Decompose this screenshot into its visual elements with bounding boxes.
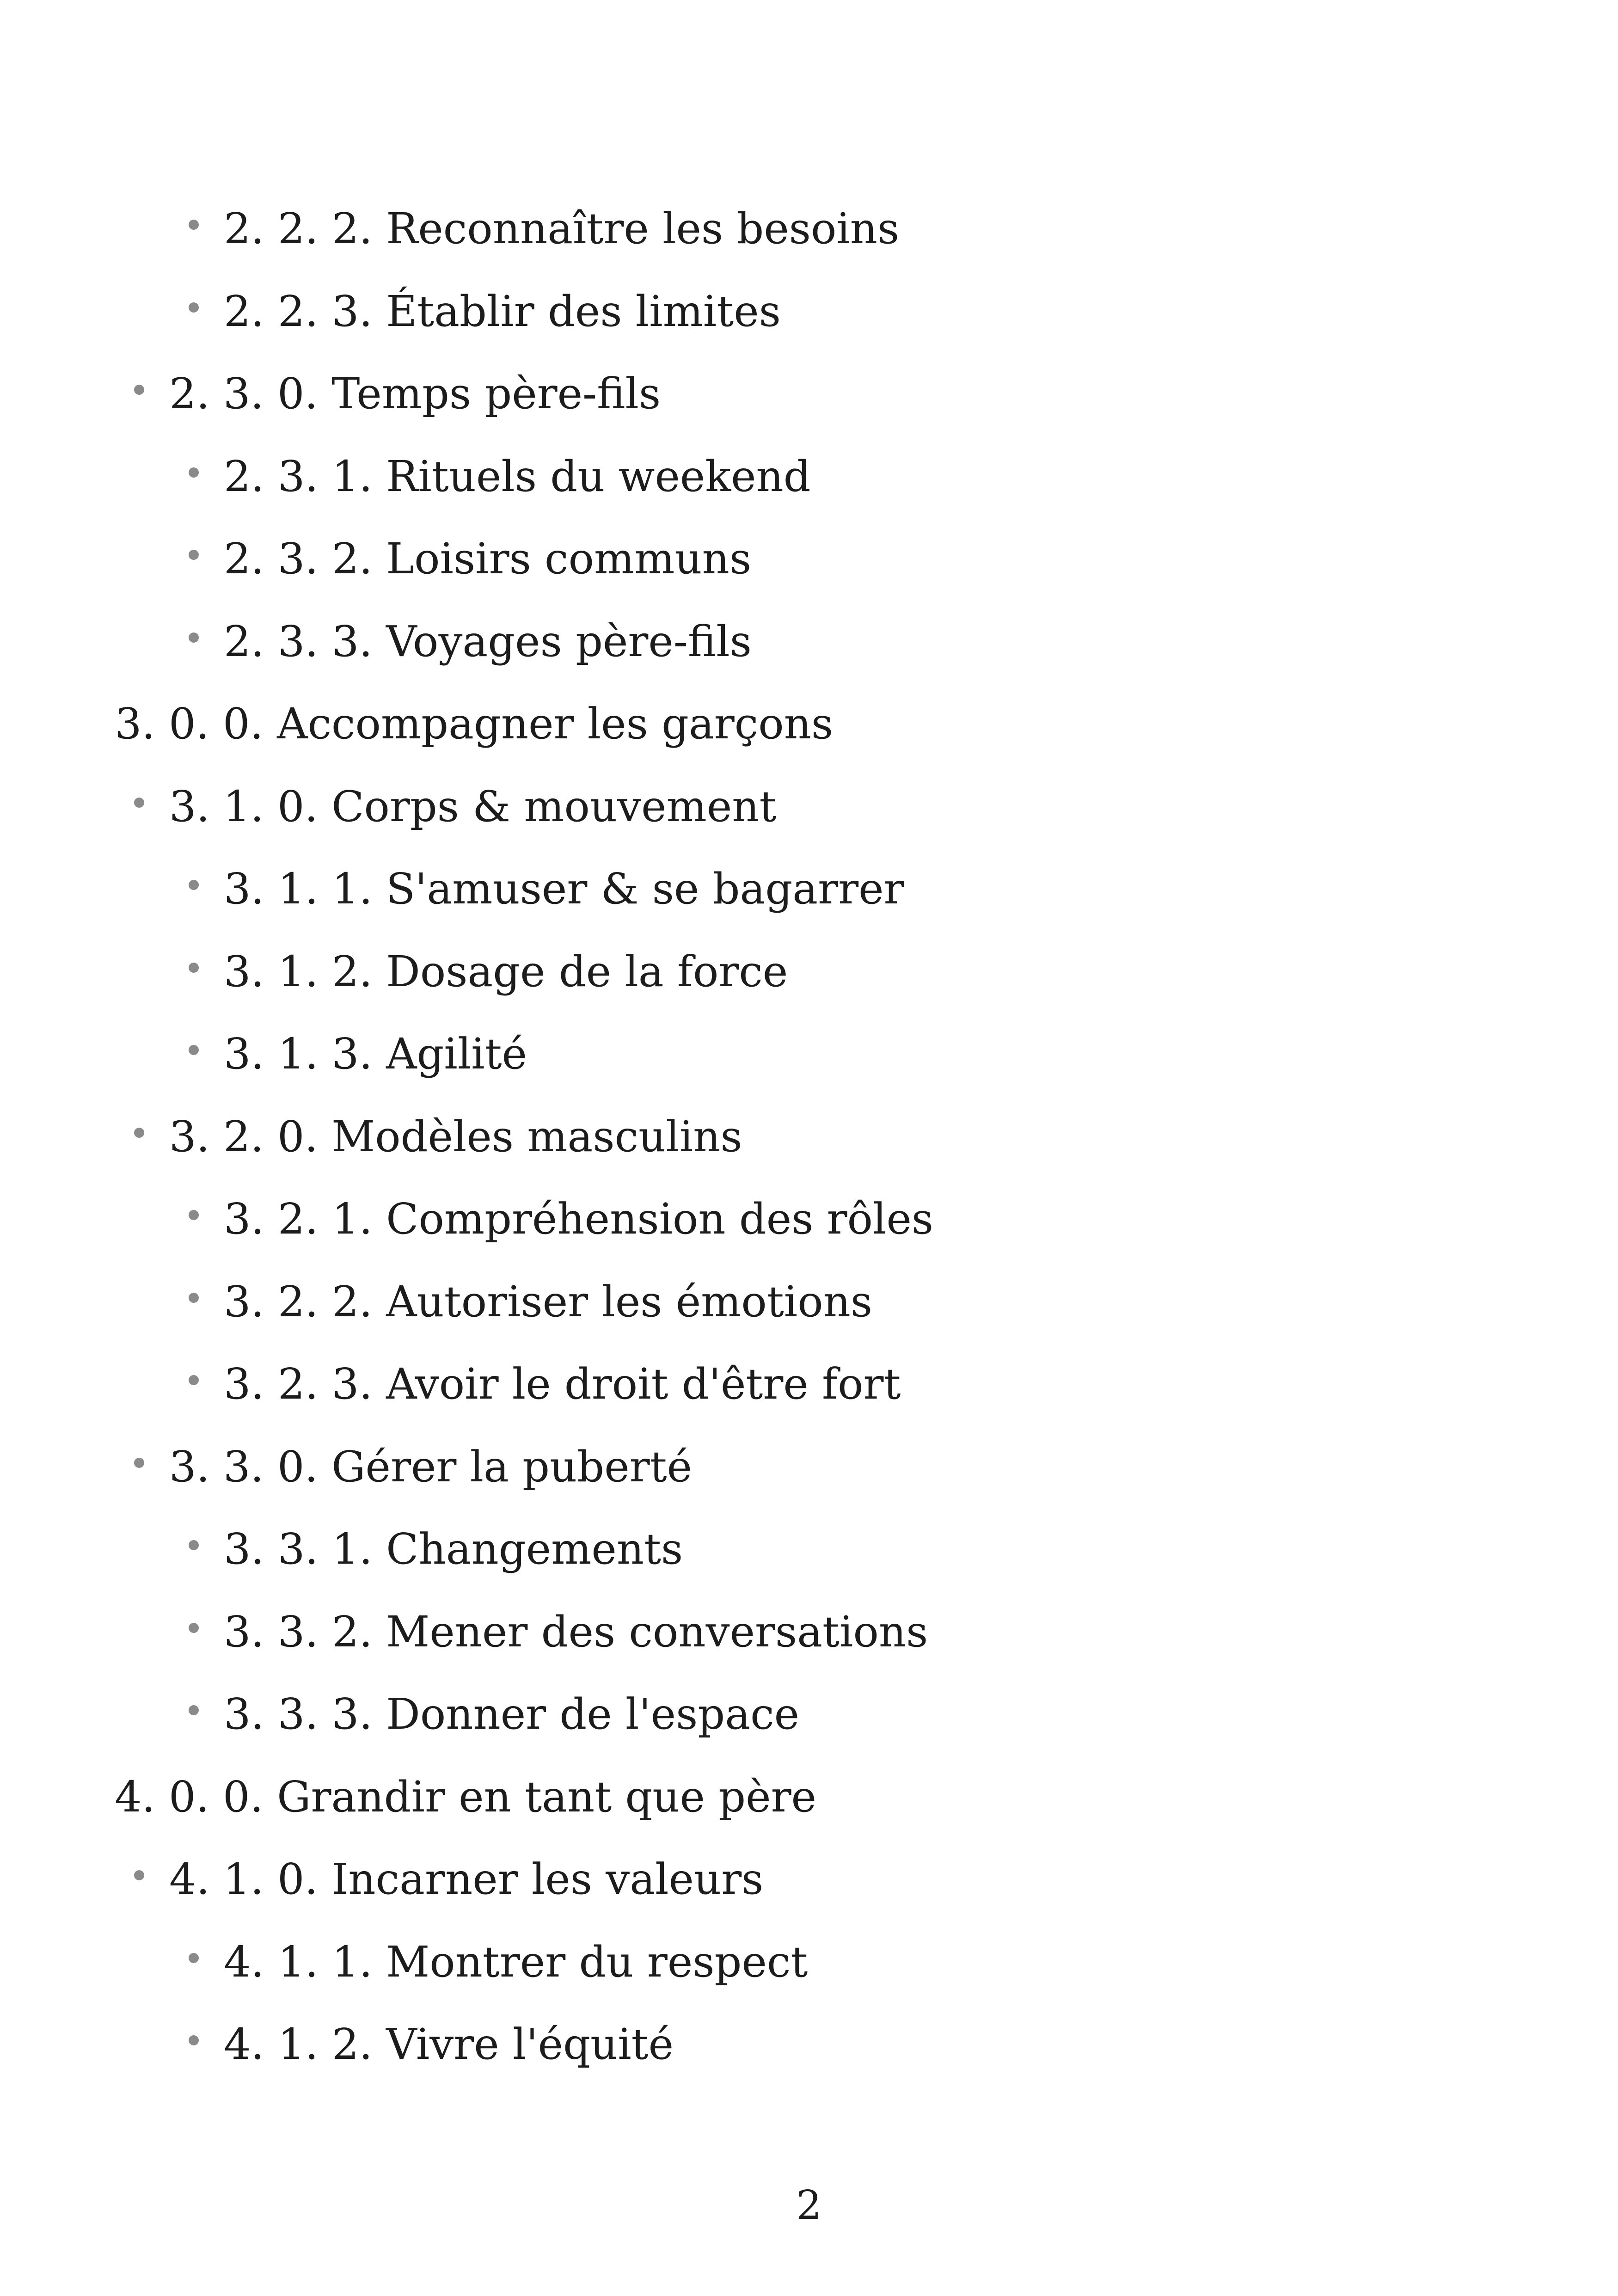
bullet-icon bbox=[189, 220, 199, 230]
bullet-icon bbox=[189, 632, 199, 643]
toc-entry-label: 3. 3. 3. Donner de l'espace bbox=[224, 1689, 800, 1739]
toc-subsection-entry[interactable] bbox=[224, 1928, 808, 1997]
toc-subsection-entry[interactable] bbox=[224, 1515, 683, 1584]
toc-entry-label: 2. 3. 2. Loisirs communs bbox=[224, 534, 752, 583]
toc-subsection-entry[interactable] bbox=[224, 524, 751, 594]
toc-entry-label: 4. 1. 2. Vivre l'équité bbox=[224, 2020, 674, 2069]
toc-subsection-entry[interactable] bbox=[224, 937, 788, 1007]
toc-entry-label: 3. 1. 1. S'amuser & se bagarrer bbox=[224, 864, 904, 914]
toc-section-entry[interactable] bbox=[169, 1432, 692, 1502]
toc-entry-label: 2. 3. 3. Voyages père-fils bbox=[224, 617, 752, 666]
toc-entry-label: 2. 2. 2. Reconnaître les besoins bbox=[224, 204, 900, 253]
bullet-icon bbox=[189, 302, 199, 313]
toc-subsection-entry[interactable] bbox=[224, 1597, 928, 1667]
toc-subsection-entry[interactable] bbox=[224, 1019, 527, 1089]
bullet-icon bbox=[189, 1540, 199, 1550]
toc-entry-label: 3. 1. 0. Corps & mouvement bbox=[169, 782, 777, 831]
toc-subsection-entry[interactable] bbox=[224, 2010, 674, 2079]
toc-subsection-entry[interactable] bbox=[224, 1350, 901, 1419]
toc-section-entry[interactable] bbox=[169, 1845, 763, 1914]
toc-chapter-entry[interactable] bbox=[115, 1762, 816, 1832]
toc-entry-label: 3. 0. 0. Accompagner les garçons bbox=[115, 699, 834, 749]
bullet-icon bbox=[189, 2035, 199, 2045]
toc-entry-label: 3. 2. 0. Modèles masculins bbox=[169, 1112, 742, 1161]
toc-subsection-entry[interactable] bbox=[224, 1185, 933, 1254]
bullet-icon bbox=[189, 1210, 199, 1220]
toc-entry-label: 3. 2. 1. Compréhension des rôles bbox=[224, 1194, 934, 1244]
bullet-icon bbox=[189, 1623, 199, 1633]
toc-entry-label: 2. 3. 1. Rituels du weekend bbox=[224, 452, 811, 501]
toc-section-entry[interactable] bbox=[169, 772, 777, 841]
toc-entry-label: 4. 1. 1. Montrer du respect bbox=[224, 1937, 808, 1987]
toc-subsection-entry[interactable] bbox=[224, 442, 811, 511]
bullet-icon bbox=[134, 385, 144, 395]
toc-entry-label: 3. 3. 2. Mener des conversations bbox=[224, 1607, 928, 1657]
bullet-icon bbox=[134, 1128, 144, 1138]
bullet-icon bbox=[189, 1375, 199, 1385]
bullet-icon bbox=[189, 1045, 199, 1055]
bullet-icon bbox=[134, 1870, 144, 1880]
toc-entry-label: 3. 3. 0. Gérer la puberté bbox=[169, 1442, 693, 1492]
toc-entry-label: 2. 3. 0. Temps père-fils bbox=[169, 369, 661, 418]
toc-entry-label: 3. 2. 3. Avoir le droit d'être fort bbox=[224, 1359, 901, 1409]
toc-entry-label: 3. 2. 2. Autoriser les émotions bbox=[224, 1277, 873, 1326]
bullet-icon bbox=[189, 550, 199, 560]
toc-entry-label: 3. 1. 2. Dosage de la force bbox=[224, 947, 788, 996]
toc-chapter-entry[interactable] bbox=[115, 689, 833, 759]
toc-section-entry[interactable] bbox=[169, 1102, 742, 1172]
toc-subsection-entry[interactable] bbox=[224, 194, 899, 264]
toc-subsection-entry[interactable] bbox=[224, 1680, 799, 1749]
bullet-icon bbox=[134, 798, 144, 808]
toc-entry-label: 4. 1. 0. Incarner les valeurs bbox=[169, 1854, 764, 1904]
bullet-icon bbox=[189, 1293, 199, 1303]
toc-entry-label: 3. 3. 1. Changements bbox=[224, 1524, 683, 1574]
toc-entry-label: 2. 2. 3. Établir des limites bbox=[224, 287, 781, 336]
toc-subsection-entry[interactable] bbox=[224, 1267, 872, 1337]
toc-section-entry[interactable] bbox=[169, 359, 661, 429]
page-number: 2 bbox=[796, 2182, 822, 2228]
toc-subsection-entry[interactable] bbox=[224, 277, 781, 346]
bullet-icon bbox=[189, 1705, 199, 1715]
bullet-icon bbox=[134, 1458, 144, 1468]
toc-entry-label: 4. 0. 0. Grandir en tant que père bbox=[115, 1772, 816, 1822]
bullet-icon bbox=[189, 1953, 199, 1963]
toc-entry-label: 3. 1. 3. Agilité bbox=[224, 1029, 527, 1079]
bullet-icon bbox=[189, 467, 199, 478]
toc-subsection-entry[interactable] bbox=[224, 854, 904, 924]
toc-subsection-entry[interactable] bbox=[224, 607, 752, 676]
bullet-icon bbox=[189, 880, 199, 890]
bullet-icon bbox=[189, 963, 199, 973]
